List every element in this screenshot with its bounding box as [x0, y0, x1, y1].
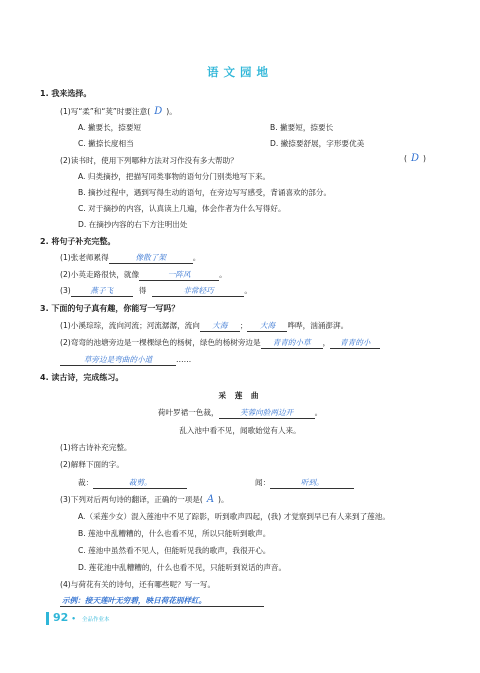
q4-part-2: (2)解释下面的字。 [60, 460, 124, 469]
page-number [53, 611, 76, 624]
q1-p2-option-c: C. 对于摘抄的内容，认真读上几遍，体会作者为什么写得好。 [78, 204, 286, 213]
q4-wen-label: 闻： [255, 478, 271, 487]
q1-p1-option-c: C. 撇捺长度相当 [78, 139, 134, 148]
q2-s1-post: 。 [192, 253, 201, 262]
q4-p3-option-b: B. 莲池中乱糟糟的，什么也看不见，所以只能听到歌声。 [78, 529, 271, 538]
q1-p2-answer-paren [404, 153, 426, 164]
q1-p2-answer: D [410, 153, 419, 164]
q3-s2-answer-3: 草旁边是弯曲的小道 [60, 355, 176, 366]
q2-s1-answer: 像散了架 [109, 253, 193, 264]
q3-sentence-2 [60, 337, 380, 349]
q1-p1-stem-pre: (1)写“柔”和“荚”时要注意( [60, 107, 151, 116]
q1-p2-paren-open: ( [404, 154, 407, 163]
page-number-value: 92 [53, 611, 69, 624]
q4-p3-post: )。 [218, 495, 229, 504]
poem-line-1-answer: 芙蓉向脸两边开 [219, 408, 315, 419]
q4-wen-answer: 听到。 [270, 478, 354, 489]
q1-p1-option-b: B. 撇要短，捺要长 [270, 123, 334, 132]
q2-s1-pre: (1)张老师累得 [60, 253, 109, 262]
q3-s1-answer-2: 大海 [247, 321, 287, 332]
q2-s3-answer-1: 燕子飞 [71, 286, 133, 297]
q3-s2-pre: (2)弯弯的池塘旁边是一棵棵绿色的杨树，绿色的杨树旁边是 [60, 338, 261, 347]
q1-p1-stem [60, 106, 177, 117]
q3-s1-post: 哗哗，汹涌澎湃。 [287, 321, 349, 330]
q4-cai-label: 裁： [78, 478, 94, 487]
q1-p2-option-d: D. 在摘抄内容的右下方注明出处 [78, 220, 188, 229]
q3-s1-pre: (1)小溪琮琮，流向河流；河流潺潺，流向 [60, 321, 200, 330]
q4-cai-answer: 裁剪。 [93, 478, 187, 489]
q4-part-4: (4)与荷花有关的诗句，还有哪些呢？写一写。 [60, 580, 216, 589]
poem-title: 采 莲 曲 [218, 391, 262, 400]
q1-p1-option-a: A. 撇要长，捺要短 [78, 123, 142, 132]
q1-p2-paren-close: ) [423, 154, 426, 163]
poem-line-2: 乱入池中看不见，闻歌始觉有人来。 [179, 426, 301, 435]
q1-p2-option-a: A. 归类摘抄，把描写同类事物的语句分门别类地写下来。 [78, 172, 271, 181]
q2-sentence-3 [60, 285, 252, 297]
q3-sentence-1 [60, 320, 348, 332]
q4-p3-option-d: D. 莲花池中乱糟糟的，什么也看不见，只能听到说话的声音。 [78, 563, 287, 572]
page-title: 语文园地 [207, 65, 273, 79]
q3-sentence-2-cont [60, 354, 191, 366]
q3-s1-sep: ； [239, 321, 248, 330]
q4-p3-pre: (3)下列对后两句诗的翻译，正确的一项是( [60, 495, 203, 504]
q4-p3-answer: A [206, 494, 215, 505]
q3-s2-answer-1: 青青的小草 [261, 338, 323, 349]
q1-p1-stem-post: )。 [166, 107, 177, 116]
q4-part-4-answer-line [60, 595, 264, 607]
q4-part-1: (1)将古诗补充完整。 [60, 443, 132, 452]
q4-p3-option-c: C. 莲池中虽然看不见人，但能听见我的歌声，我很开心。 [78, 546, 271, 555]
q4-heading: 4. 读古诗，完成练习。 [40, 373, 124, 382]
footer-book-name: 全品作业本 [82, 617, 110, 623]
q2-s3-answer-2: 非常轻巧 [152, 286, 244, 297]
footer-accent-bar [46, 612, 49, 625]
page-number-dot: • [71, 615, 76, 623]
q2-heading: 2. 将句子补充完整。 [40, 237, 116, 246]
q2-s3-pre: (3) [60, 286, 71, 295]
poem-line-1-pre: 荷叶罗裙一色裁， [157, 408, 219, 417]
poem-line-1-post: 。 [314, 408, 323, 417]
q1-p1-option-d: D. 撇捺要舒展，字形要优美 [270, 139, 365, 148]
q1-p2-option-b: B. 摘抄过程中，遇到写得生动的语句，在旁边写写感受，背诵喜欢的部分。 [78, 188, 332, 197]
q4-part-3 [60, 494, 229, 505]
q1-p1-answer: D [154, 106, 163, 117]
poem-line-1 [0, 407, 480, 419]
q2-s2-post: 。 [219, 270, 227, 279]
q3-heading: 3. 下面的句子真有趣，你能写一写吗？ [40, 304, 180, 313]
q4-p4-answer: 示例：接天莲叶无穷碧，映日荷花别样红。 [60, 596, 264, 607]
q3-s1-answer-1: 大海 [200, 321, 240, 332]
q2-sentence-1 [60, 252, 200, 264]
q4-define-cai [78, 477, 187, 489]
q3-s2-answer-2: 青青的小 [330, 338, 380, 349]
q3-s2-comma: ， [322, 338, 331, 347]
q2-sentence-2 [60, 269, 227, 281]
q2-s3-mid: 得 [138, 286, 147, 295]
q4-p3-option-a: A.（采莲少女）混入莲池中不见了踪影，听到歌声四起，(我) 才觉察到早已有人来到了莲池。 [78, 512, 390, 521]
q3-s2-post: …… [176, 355, 192, 364]
q1-heading: 1. 我来选择。 [40, 89, 92, 98]
q2-s2-pre: (2)小英走路很快，就像 [60, 270, 140, 279]
q2-s3-post: 。 [244, 286, 252, 295]
q4-define-wen [255, 477, 354, 489]
q2-s2-answer: 一阵风 [139, 270, 219, 281]
q1-p2-stem: (2)读书时，使用下列哪种方法对习作没有多大帮助？ [60, 156, 238, 165]
